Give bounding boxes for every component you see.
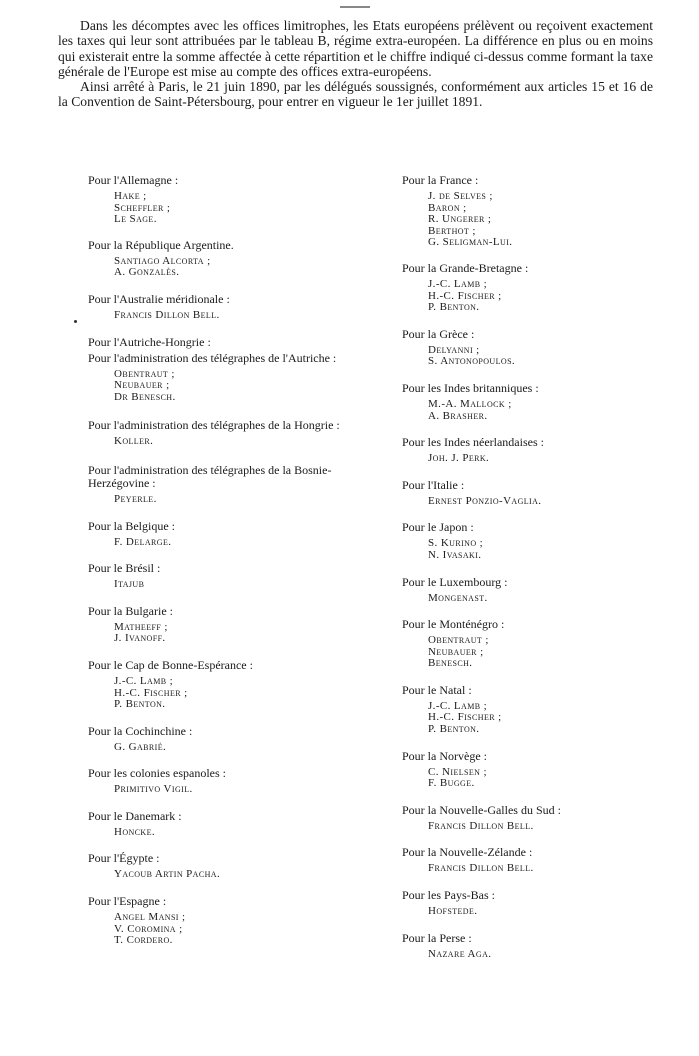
delegate-name: A. Brasher. xyxy=(428,409,488,422)
delegate-list xyxy=(428,821,662,833)
delegate-name: S. Kurino ; xyxy=(428,537,484,550)
delegate-list xyxy=(114,494,358,506)
delegate-list xyxy=(114,579,358,591)
country-heading: Pour la Bulgarie : xyxy=(88,603,173,618)
signatory-group xyxy=(402,174,662,249)
delegate-name: P. Benton. xyxy=(428,301,480,314)
delegate-name: Peyerle. xyxy=(114,492,157,505)
delegate-name: Le Sage. xyxy=(114,213,157,226)
signatory-group xyxy=(88,659,358,711)
delegate-name: T. Cordero. xyxy=(114,934,173,947)
delegate-name: Hake ; xyxy=(114,190,147,202)
delegate-name: J. de Selves ; xyxy=(428,190,493,202)
delegate-list xyxy=(114,912,358,947)
delegate-name: Mongenast. xyxy=(428,591,488,604)
signatory-group xyxy=(88,520,358,549)
delegate-name: Ernest Ponzio-Vaglia. xyxy=(428,494,542,507)
intro-paragraph-2: Ainsi arrêté à Paris, le 21 juin 1890, par les délégués soussignés, conformément aux articles 15 et 16 de la Convention de Saint-Pétersbourg, pour entrer en vigueur le 1er juillet 1891. xyxy=(58,79,653,110)
delegate-name: G. Gabrié. xyxy=(114,740,167,753)
signatory-group xyxy=(88,767,358,796)
signatory-group xyxy=(402,684,662,736)
delegate-name: F. Bugge. xyxy=(428,777,475,790)
country-heading: Pour les Indes britanniques : xyxy=(402,380,539,395)
delegate-list xyxy=(114,436,358,448)
delegate-name: Joh. J. Perk. xyxy=(428,452,490,465)
country-heading: Pour la France : xyxy=(402,173,479,187)
delegate-name: F. Delarge. xyxy=(114,535,172,548)
delegate-name: Angel Mansi ; xyxy=(114,911,186,924)
delegate-list xyxy=(114,256,358,279)
delegate-name: P. Benton. xyxy=(114,698,166,711)
delegate-name: Santiago Alcorta ; xyxy=(114,254,211,267)
signatory-group xyxy=(88,419,358,448)
country-heading: Pour la Norvège : xyxy=(402,748,487,763)
signatory-group xyxy=(402,846,662,875)
country-heading: Pour l'Espagne : xyxy=(88,894,167,909)
delegate-name: Dr Benesch. xyxy=(114,390,176,403)
delegate-name: Neubauer ; xyxy=(428,645,484,658)
country-heading: Pour la Grande-Bretagne : xyxy=(402,260,529,275)
delegate-name: Matheeff ; xyxy=(114,620,168,633)
delegate-name: J. Ivanoff. xyxy=(114,632,166,645)
country-heading: Pour l'administration des télégraphes de la Hongrie : xyxy=(88,418,340,433)
delegate-name: H.-C. Fischer ; xyxy=(428,711,502,724)
delegate-name: C. Nielsen ; xyxy=(428,765,487,778)
delegate-list xyxy=(114,827,358,839)
signatory-group xyxy=(402,479,662,508)
country-heading: Pour le Natal : xyxy=(402,682,472,697)
country-heading: Pour l'Autriche-Hongrie : xyxy=(88,334,211,349)
delegate-name: Neubauer ; xyxy=(114,379,170,392)
country-heading: Pour le Danemark : xyxy=(88,808,182,823)
country-heading: Pour le Monténégro : xyxy=(402,617,505,632)
delegate-name: H.-C. Fischer ; xyxy=(114,686,188,699)
delegate-name: R. Ungerer ; xyxy=(428,213,492,226)
signatory-group xyxy=(88,895,358,947)
page-header-rule xyxy=(340,6,370,8)
country-heading: Pour le Luxembourg : xyxy=(402,574,508,589)
signatory-group xyxy=(88,174,358,226)
country-heading: Pour l'Allemagne : xyxy=(88,173,179,187)
delegate-list xyxy=(428,906,662,918)
delegate-list xyxy=(428,279,662,314)
delegate-list xyxy=(428,701,662,736)
delegate-list xyxy=(114,191,358,226)
delegate-list xyxy=(114,869,358,881)
signatory-group xyxy=(402,262,662,314)
signatory-group xyxy=(402,436,662,465)
country-heading: Pour la Cochinchine : xyxy=(88,723,193,738)
delegate-list xyxy=(428,538,662,561)
delegate-list xyxy=(428,496,662,508)
signatory-group xyxy=(402,521,662,561)
delegate-name: J.-C. Lamb ; xyxy=(428,277,488,290)
delegate-name: Obentraut ; xyxy=(428,634,489,647)
delegate-name: Nazare Aga. xyxy=(428,947,492,960)
delegate-name: Koller. xyxy=(114,435,154,448)
delegate-list xyxy=(428,345,662,368)
country-heading: Pour l'Italie : xyxy=(402,477,465,492)
delegate-name: M.-A. Mallock ; xyxy=(428,397,512,410)
country-heading: Pour la Belgique : xyxy=(88,518,175,533)
signatory-group xyxy=(402,889,662,918)
signatory-group xyxy=(88,239,358,279)
delegate-list xyxy=(428,635,662,670)
delegate-name: Itajub xyxy=(114,578,145,591)
delegate-list xyxy=(428,593,662,605)
administration-subheading: Pour l'administration des télégraphes de l'Autriche : xyxy=(88,350,337,365)
country-heading: Pour la Nouvelle-Galles du Sud : xyxy=(402,802,561,817)
signatory-group xyxy=(88,605,358,645)
delegate-name: Obentraut ; xyxy=(114,367,175,380)
delegate-name: G. Seligman-Lui. xyxy=(428,236,513,249)
delegate-name: H.-C. Fischer ; xyxy=(428,289,502,302)
delegate-list xyxy=(428,949,662,961)
country-heading: Pour les colonies espanoles : xyxy=(88,766,226,781)
delegate-name: Baron ; xyxy=(428,201,467,214)
signatory-group xyxy=(88,725,358,754)
delegate-list xyxy=(114,537,358,549)
signatory-group xyxy=(88,852,358,881)
intro-paragraph-1: Dans les décomptes avec les offices limitrophes, les Etats européens prélèvent ou reçoivent exactement les taxes qui leur sont attribuées par le tableau B, régime extra-européen. La différence en plus ou en moins qui existerait entre la somme affectée à cette répartition et le chiffre indiqué ci-dessus comme formant la taxe générale de l'Europe est mise au compte des offices extra-européens. xyxy=(58,18,653,79)
country-heading: Pour la Nouvelle-Zélande : xyxy=(402,845,533,860)
country-heading: Pour l'Australie méridionale : xyxy=(88,291,230,306)
country-heading: Pour l'administration des télégraphes de la Bosnie-Herzégovine : xyxy=(88,462,332,490)
country-heading: Pour la République Argentine. xyxy=(88,237,234,252)
delegate-name: Delyanni ; xyxy=(428,343,480,356)
delegate-list xyxy=(428,863,662,875)
country-heading: Pour le Cap de Bonne-Espérance : xyxy=(88,657,253,672)
signatory-group xyxy=(402,576,662,605)
delegate-name: Benesch. xyxy=(428,657,473,670)
signatory-group xyxy=(402,804,662,833)
delegate-list xyxy=(428,191,662,249)
signatory-group xyxy=(402,618,662,670)
signatories-right-column xyxy=(402,174,662,960)
delegate-name: Primitivo Vigil. xyxy=(114,783,193,796)
delegate-list xyxy=(114,676,358,711)
delegate-list xyxy=(428,767,662,790)
country-heading: Pour le Brésil : xyxy=(88,561,161,576)
delegate-name: Francis Dillon Bell. xyxy=(428,819,534,832)
delegate-list xyxy=(114,369,358,404)
delegate-name: Berthot ; xyxy=(428,224,476,237)
delegate-name: J.-C. Lamb ; xyxy=(114,674,174,687)
country-heading: Pour la Perse : xyxy=(402,930,472,945)
delegate-name: Hofstede. xyxy=(428,905,478,918)
delegate-name: P. Benton. xyxy=(428,723,480,736)
delegate-name: V. Coromina ; xyxy=(114,922,183,935)
delegate-list xyxy=(428,453,662,465)
country-heading: Pour les Indes néerlandaises : xyxy=(402,435,544,450)
delegate-name: A. Gonzalès. xyxy=(114,266,180,279)
delegate-name: J.-C. Lamb ; xyxy=(428,699,488,712)
country-heading: Pour les Pays-Bas : xyxy=(402,888,495,903)
country-heading: Pour le Japon : xyxy=(402,520,474,535)
signatory-group xyxy=(402,932,662,961)
signatories-left-column xyxy=(88,174,358,947)
delegate-list xyxy=(428,399,662,422)
delegate-list xyxy=(114,622,358,645)
signatory-group xyxy=(88,464,358,506)
delegate-name: N. Ivasaki. xyxy=(428,548,482,561)
country-heading: Pour la Grèce : xyxy=(402,326,475,341)
delegate-list xyxy=(114,784,358,796)
signatory-group xyxy=(88,810,358,839)
delegate-name: S. Antonopoulos. xyxy=(428,355,516,368)
stray-mark xyxy=(74,320,77,323)
signatory-group xyxy=(402,382,662,422)
signatory-group xyxy=(402,750,662,790)
delegate-name: Scheffler ; xyxy=(114,201,171,214)
country-heading: Pour l'Égypte : xyxy=(88,851,160,866)
signatory-group xyxy=(402,328,662,368)
signatory-group xyxy=(88,336,358,404)
signatory-group xyxy=(88,293,358,322)
delegate-name: Francis Dillon Bell. xyxy=(114,308,220,321)
intro-text xyxy=(58,18,653,110)
delegate-list xyxy=(114,742,358,754)
delegate-name: Francis Dillon Bell. xyxy=(428,862,534,875)
delegate-name: Yacoub Artin Pacha. xyxy=(114,868,221,881)
delegate-list xyxy=(114,310,358,322)
delegate-name: Honcke. xyxy=(114,825,156,838)
signatory-group xyxy=(88,562,358,591)
